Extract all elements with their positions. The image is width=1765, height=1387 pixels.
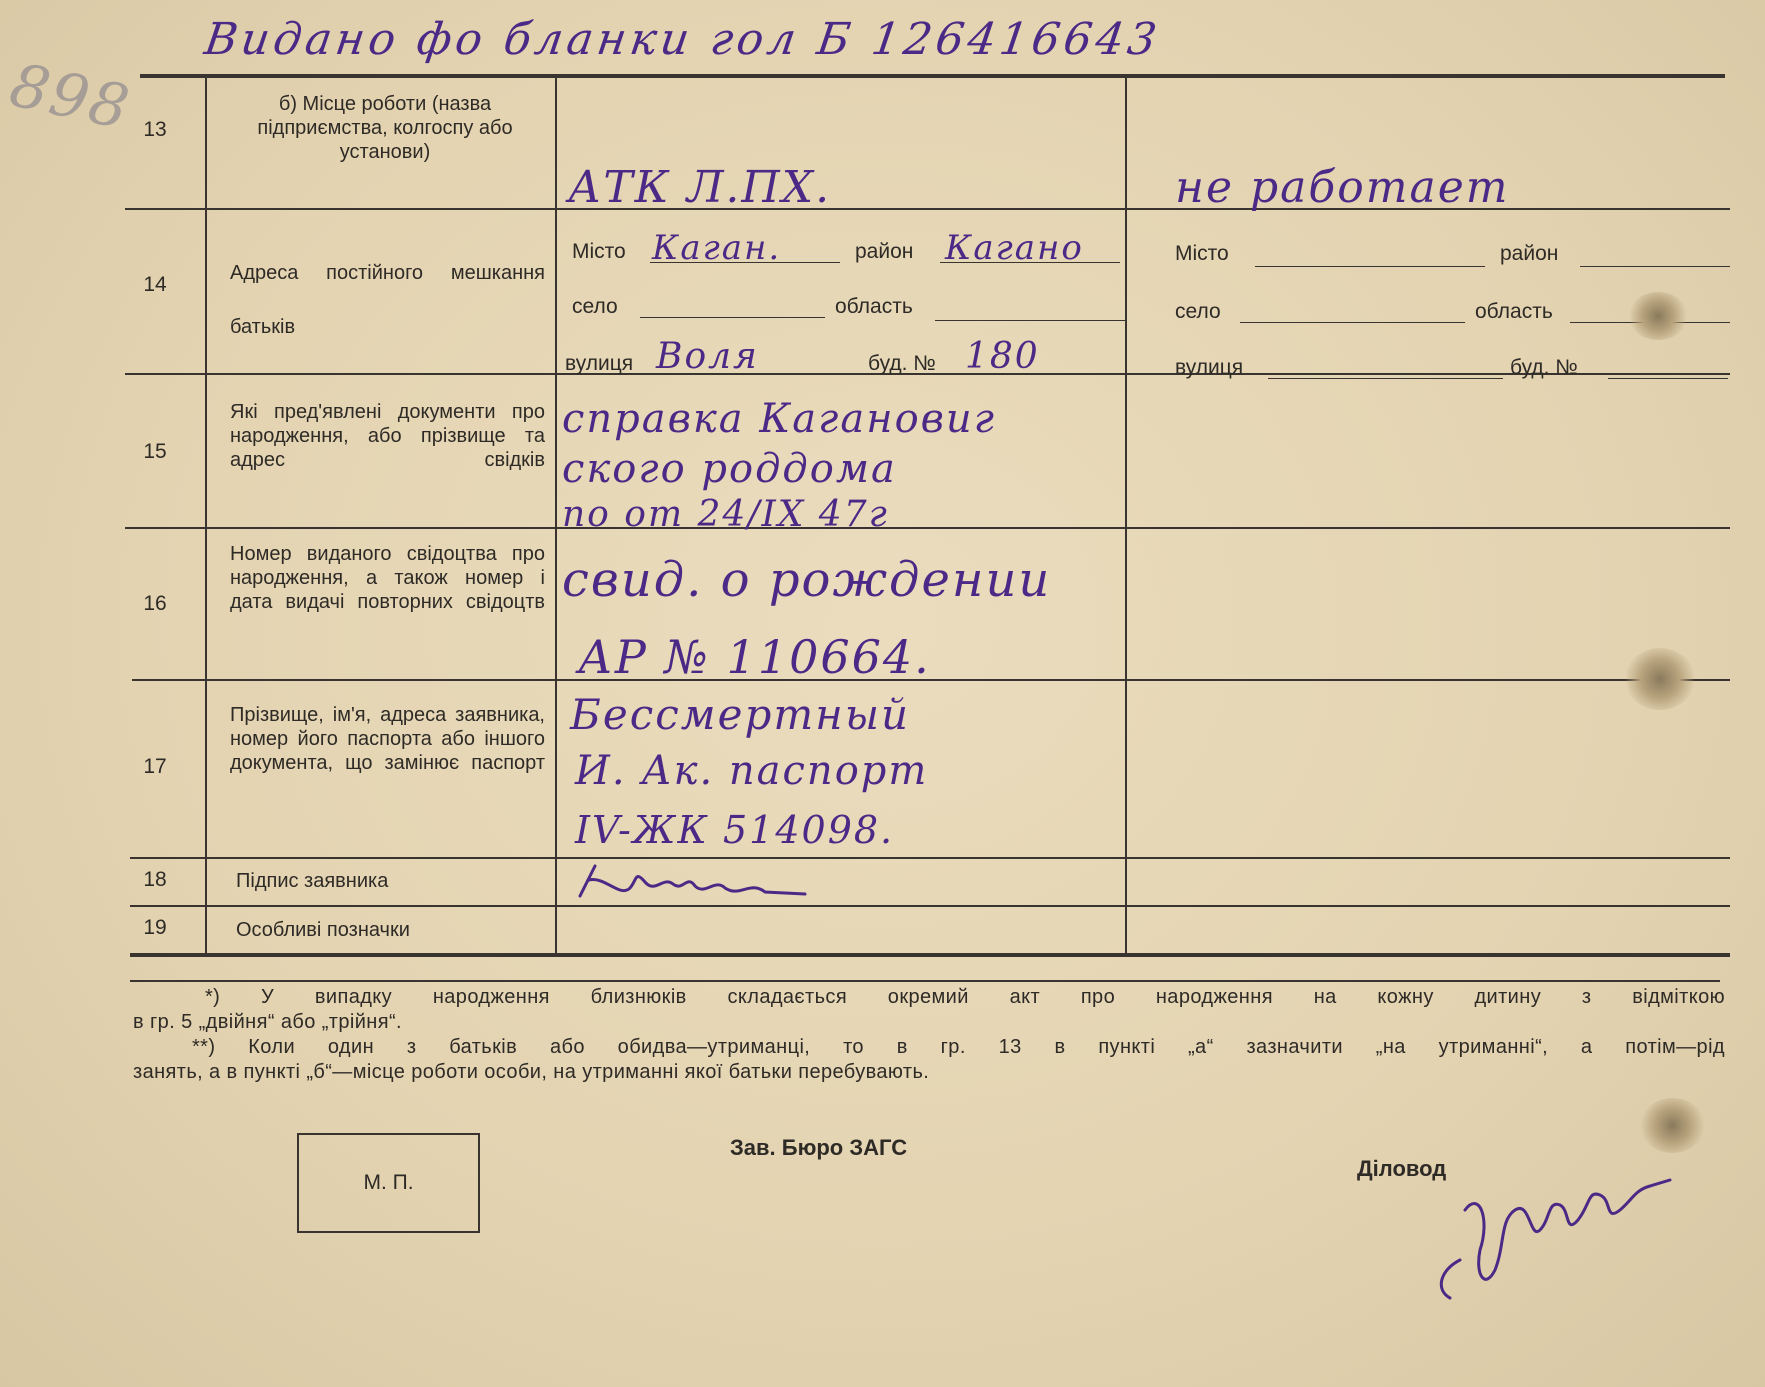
row-17-number: 17 bbox=[143, 755, 167, 778]
mother-district-blank bbox=[1580, 266, 1730, 267]
row-18-number: 18 bbox=[143, 868, 167, 891]
mother-house-blank bbox=[1608, 378, 1728, 379]
row-15-bottom-rule bbox=[125, 527, 1730, 529]
father-region-blank bbox=[935, 320, 1125, 321]
father-region-label: область bbox=[835, 295, 913, 318]
mother-city-blank bbox=[1255, 266, 1485, 267]
father-district-label: район bbox=[855, 240, 914, 263]
father-mother-column-divider bbox=[1125, 76, 1127, 953]
punch-hole-upper bbox=[1628, 292, 1688, 340]
applicant-value-line-1: Бессмертный bbox=[570, 690, 911, 739]
row-15-number: 15 bbox=[143, 440, 167, 463]
mother-city-label: Місто bbox=[1175, 242, 1229, 265]
row-17-label: Прізвище, ім'я, адреса заявника, номер його паспорта або іншого документа, що замінює паспорт bbox=[230, 704, 545, 774]
row-16-bottom-rule bbox=[132, 679, 1730, 681]
row-16-label: Номер виданого свідоцтва про народження, а також номер і дата видачі повторних свідоцтв bbox=[230, 543, 545, 613]
father-village-label: село bbox=[572, 295, 618, 318]
row-19-label: Особливі позначки bbox=[236, 919, 410, 941]
father-house-label: буд. № bbox=[868, 352, 936, 375]
row-19-number: 19 bbox=[143, 916, 167, 939]
table-footer-rule bbox=[130, 980, 1720, 982]
row-16-number: 16 bbox=[143, 592, 167, 615]
mother-region-label: область bbox=[1475, 300, 1553, 323]
mother-village-label: село bbox=[1175, 300, 1221, 323]
documents-value-line-3: по от 24/IX 47г bbox=[562, 494, 889, 535]
father-district-value: Кагано bbox=[945, 228, 1084, 268]
handwritten-header-note: Видано фо бланки гол Б 126416643 bbox=[201, 14, 1164, 65]
row-14-label: Адреса постійного мешкання батьків bbox=[230, 262, 545, 338]
punch-hole-middle bbox=[1625, 648, 1695, 710]
mother-house-label: буд. № bbox=[1510, 356, 1578, 379]
father-street-value: Воля bbox=[656, 336, 759, 377]
father-street-label: вулиця bbox=[565, 352, 634, 375]
mother-workplace-value: не работает bbox=[1175, 162, 1510, 213]
clerk-signature bbox=[1420, 1150, 1680, 1310]
applicant-value-line-2: И. Ак. паспорт bbox=[575, 748, 929, 794]
stamp-place-label: М. П. bbox=[363, 1171, 414, 1194]
applicant-value-line-3: IV-ЖК 514098. bbox=[575, 808, 895, 852]
clerk-label: Діловод bbox=[1357, 1156, 1447, 1181]
footnote-twins-line-1: *) У випадку народження близнюків складається окремий акт про народження на кожну дитину з відміткою bbox=[205, 986, 1725, 1008]
row-18-bottom-rule bbox=[130, 905, 1730, 907]
mother-district-label: район bbox=[1500, 242, 1559, 265]
row-13-number: 13 bbox=[143, 118, 167, 141]
father-city-value: Каган. bbox=[652, 228, 782, 268]
punch-hole-lower bbox=[1640, 1098, 1705, 1153]
footnote-dependents-line-2: занять, а в пункті „б“—місце роботи особи, на утриманні якої батьки перебувають. bbox=[133, 1061, 930, 1083]
row-13-label: б) Місце роботи (назва підприємства, колгоспу або установи) bbox=[257, 93, 513, 163]
num-column-divider bbox=[205, 76, 207, 953]
table-bottom-rule bbox=[130, 953, 1730, 957]
applicant-signature bbox=[575, 858, 835, 908]
father-city-label: Місто bbox=[572, 240, 626, 263]
footnote-dependents-line-1: **) Коли один з батьків або обидва—утриманці, то в гр. 13 в пункті „а“ зазначити „на утриманні“, а потім—рід bbox=[192, 1036, 1725, 1058]
margin-pencil-number: 898 bbox=[4, 50, 137, 144]
father-village-blank bbox=[640, 317, 825, 318]
registry-head-label: Зав. Бюро ЗАГС bbox=[730, 1135, 908, 1160]
row-14-number: 14 bbox=[143, 273, 167, 296]
mother-street-label: вулиця bbox=[1175, 356, 1244, 379]
documents-value-line-2: ского роддома bbox=[562, 446, 897, 492]
mother-street-blank bbox=[1268, 378, 1503, 379]
father-house-value: 180 bbox=[965, 336, 1040, 377]
row-17-bottom-rule bbox=[130, 857, 1730, 859]
table-top-rule bbox=[140, 74, 1725, 78]
father-workplace-value: АТК Л.ПХ. bbox=[568, 162, 832, 213]
certificate-value-line-1: свид. о рождении bbox=[562, 552, 1052, 608]
row-15-label: Які пред'явлені документи про народження, або прізвище та адрес свідків bbox=[230, 401, 545, 471]
certificate-value-line-2: АР № 110664. bbox=[578, 630, 931, 684]
stamp-place-box bbox=[297, 1133, 480, 1233]
label-column-divider bbox=[555, 76, 557, 953]
row-18-label: Підпис заявника bbox=[236, 870, 389, 892]
mother-village-blank bbox=[1240, 322, 1465, 323]
documents-value-line-1: справка Кагановиг bbox=[562, 396, 996, 442]
footnote-twins-line-2: в гр. 5 „двійня“ або „трійня“. bbox=[133, 1011, 402, 1033]
